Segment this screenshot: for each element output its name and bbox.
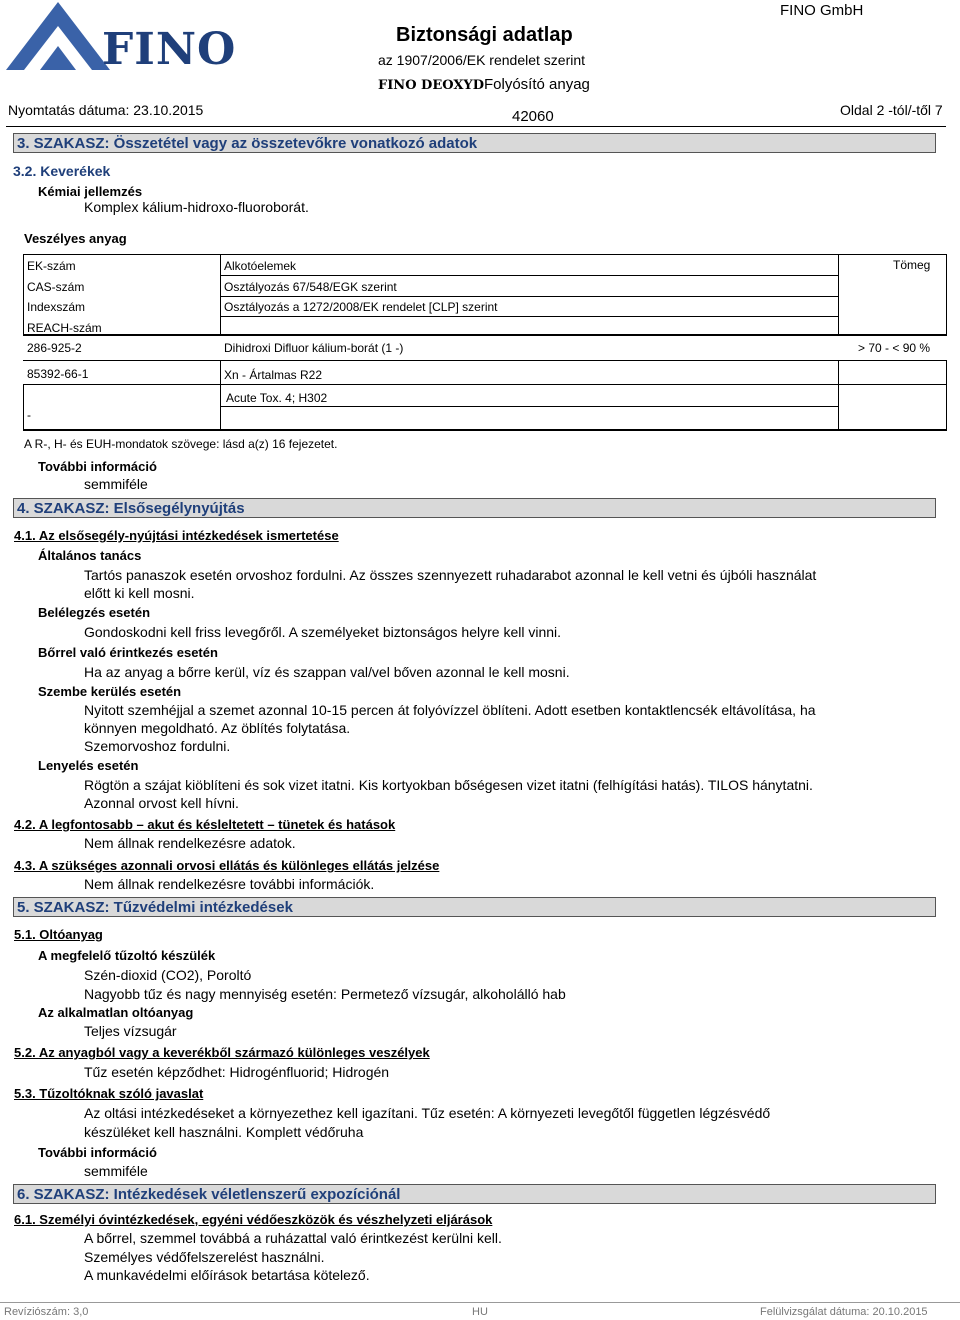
s5-3-1: Az oltási intézkedéseket a környezethez kell igazítani. Tűz esetén: A környezeti levegőtől független légzésvédő — [84, 1105, 771, 1121]
s6-1-title: 6.1. Személyi óvintézkedések, egyéni védőeszközök és vészhelyzeti eljárások — [14, 1212, 493, 1227]
section-4-header — [13, 498, 936, 518]
th-cas: CAS-szám — [27, 280, 85, 294]
section-4-title: 4. SZAKASZ: Elsősegélynyújtás — [17, 500, 245, 517]
th-mass: Tömeg — [893, 258, 931, 272]
row-clp: Acute Tox. 4; H302 — [226, 391, 328, 405]
doc-subtitle: az 1907/2006/EK rendelet szerint — [378, 52, 586, 68]
s4-ingest-label: Lenyelés esetén — [38, 758, 139, 773]
s5-2-text: Tűz esetén képződhet: Hidrogénfluorid; Hidrogén — [84, 1064, 390, 1080]
s4-inhal-text: Gondoskodni kell friss levegőről. A személyeket biztonságos helyre kell vinni. — [84, 624, 562, 640]
footer-rule — [0, 1302, 960, 1303]
s4-ingest-2: Azonnal orvost kell hívni. — [84, 795, 239, 811]
product-name: Folyósító anyag — [484, 76, 590, 93]
row-index: - — [27, 408, 31, 422]
footer-revision: Revíziószám: 3,0 — [4, 1306, 89, 1318]
page-number: Oldal 2 -tól/-től 7 — [840, 102, 943, 118]
row-class67: Xn - Ártalmas R22 — [224, 368, 323, 382]
s5-3-title: 5.3. Tűzoltóknak szóló javaslat — [14, 1086, 204, 1101]
section-3-header — [13, 133, 936, 153]
s5-unsuitable-text: Teljes vízsugár — [84, 1023, 177, 1039]
doc-title: Biztonsági adatlap — [396, 24, 573, 46]
section-5-header — [13, 897, 936, 917]
s5-more-value: semmiféle — [84, 1163, 148, 1179]
s5-suitable-1: Szén-dioxid (CO2), Poroltó — [84, 967, 252, 983]
th-class1272: Osztályozás a 1272/2008/EK rendelet [CLP] szerint — [224, 300, 498, 314]
s4-eye-1: Nyitott szemhéjjal a szemet azonnal 10-15 percen át folyóvízzel öblíteni. Adott esetben kontaktlencsék eltávolítása, ha — [84, 702, 816, 718]
s5-unsuitable-label: Az alkalmatlan oltóanyag — [38, 1005, 194, 1020]
s5-1-title: 5.1. Oltóanyag — [14, 927, 103, 942]
s6-1-2: Személyes védőfelszerelést használni. — [84, 1249, 325, 1265]
s4-skin-label: Bőrrel való érintkezés esetén — [38, 645, 218, 660]
footer-lang: HU — [472, 1306, 488, 1318]
chem-label: Kémiai jellemzés — [38, 184, 143, 199]
company-name: FINO GmbH — [780, 2, 864, 19]
rh-note: A R-, H- és EUH-mondatok szövege: lásd a(z) 16 fejezetet. — [24, 437, 338, 451]
footer-review-date: Felülvizsgálat dátuma: 20.10.2015 — [760, 1306, 928, 1318]
product-brand: FINO DEOXYD — [378, 78, 484, 93]
s5-suitable-label: A megfelelő tűzoltó készülék — [38, 948, 216, 963]
s4-inhal-label: Belélegzés esetén — [38, 605, 151, 620]
section-6-title: 6. SZAKASZ: Intézkedések véletlenszerű expozíciónál — [17, 1186, 401, 1203]
s6-1-1: A bőrrel, szemmel továbbá a ruházattal való érintkezést kerülni kell. — [84, 1230, 502, 1246]
s4-general-1: Tartós panaszok esetén orvoshoz fordulni. Az összes szennyezett ruhadarabot azonnal le kell vetni és újbóli használat — [84, 567, 817, 583]
s5-more-label: További információ — [38, 1145, 157, 1160]
th-ek: EK-szám — [27, 259, 76, 273]
doc-number: 42060 — [512, 108, 554, 125]
hazard-label: Veszélyes anyag — [24, 231, 127, 246]
s4-eye-3: Szemorvoshoz fordulni. — [84, 738, 231, 754]
logo-text: FINO — [102, 24, 237, 75]
row-name: Dihidroxi Difluor kálium-borát (1 -) — [224, 341, 404, 355]
s6-1-3: A munkavédelmi előírások betartása kötelező. — [84, 1267, 370, 1283]
s4-ingest-1: Rögtön a szájat kiöblíteni és sok vizet itatni. Kis kortyokban bőségesen vizet itatni (felhígítási hatás). TILOS hánytatni. — [84, 777, 813, 793]
s4-3-text: Nem állnak rendelkezésre további információk. — [84, 876, 375, 892]
s4-1-title: 4.1. Az elsősegély-nyújtási intézkedések ismertetése — [14, 528, 339, 543]
s4-eye-label: Szembe kerülés esetén — [38, 684, 182, 699]
th-class67: Osztályozás 67/548/EGK szerint — [224, 280, 397, 294]
row-cas: 85392-66-1 — [27, 367, 89, 381]
s5-2-title: 5.2. Az anyagból vagy a keverékből származó különleges veszélyek — [14, 1045, 430, 1060]
chem-value: Komplex kálium-hidroxo-fluoroborát. — [84, 199, 309, 215]
s3-more-label: További információ — [38, 459, 157, 474]
s5-suitable-2: Nagyobb tűz és nagy mennyiség esetén: Permetező vízsugár, alkoholálló hab — [84, 986, 566, 1002]
section-5-title: 5. SZAKASZ: Tűzvédelmi intézkedések — [17, 899, 293, 916]
s3-more-value: semmiféle — [84, 476, 148, 492]
row-mass: > 70 - < 90 % — [858, 341, 931, 355]
logo — [6, 0, 237, 75]
s4-skin-text: Ha az anyag a bőrre kerül, víz és szappan val/vel bőven azonnal le kell mosni. — [84, 664, 570, 680]
subsection-3-2: 3.2. Keverékek — [13, 163, 111, 179]
s4-3-title: 4.3. A szükséges azonnali orvosi ellátás és különleges ellátás jelzése — [14, 858, 440, 873]
s4-2-text: Nem állnak rendelkezésre adatok. — [84, 835, 296, 851]
s4-eye-2: könnyen megoldható. Az öblítés folytatása. — [84, 720, 351, 736]
s5-3-2: készüléket kell használni. Komplett védőruha — [84, 1124, 364, 1140]
section-6-header — [13, 1184, 936, 1204]
header-rule — [6, 126, 946, 127]
row-ek: 286-925-2 — [27, 341, 82, 355]
s4-general-2: előtt ki kell mosni. — [84, 585, 195, 601]
s4-general-label: Általános tanács — [38, 548, 142, 563]
th-components: Alkotóelemek — [224, 259, 297, 273]
s4-2-title: 4.2. A legfontosabb – akut és késleltetett – tünetek és hatások — [14, 817, 396, 832]
th-index: Indexszám — [27, 300, 86, 314]
section-3-title: 3. SZAKASZ: Összetétel vagy az összetevőkre vonatkozó adatok — [17, 135, 478, 152]
th-reach: REACH-szám — [27, 321, 102, 335]
print-date: Nyomtatás dátuma: 23.10.2015 — [8, 102, 204, 118]
